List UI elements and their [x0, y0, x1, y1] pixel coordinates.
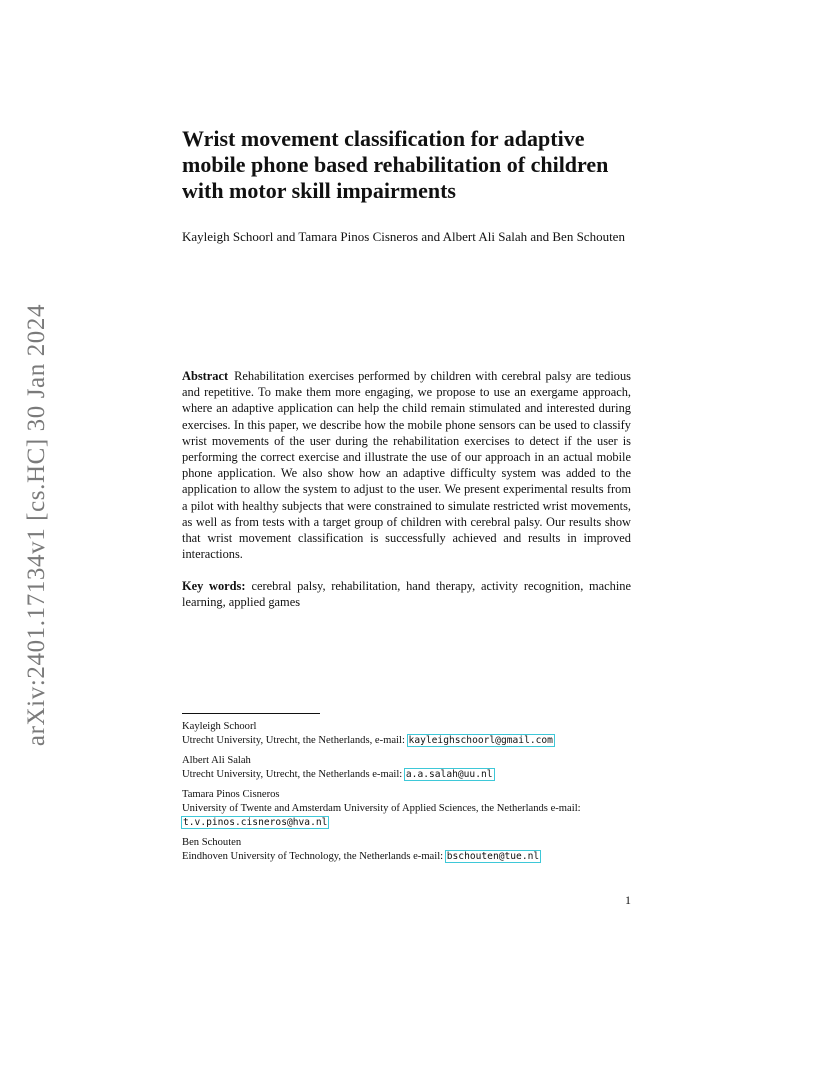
author-footnotes	[182, 720, 631, 870]
title-line-3: with motor skill impairments	[182, 178, 456, 203]
author-list: Kayleigh Schoorl and Tamara Pinos Cisneros and Albert Ali Salah and Ben Schouten	[182, 229, 625, 244]
keywords-label: Key words:	[182, 579, 246, 593]
footnote-affiliation: Eindhoven University of Technology, the Netherlands e-mail:	[182, 851, 444, 862]
title-line-1: Wrist movement classification for adaptive	[182, 126, 585, 151]
footnote-item	[182, 754, 631, 782]
page-number: 1	[625, 893, 631, 907]
keywords	[182, 578, 631, 610]
abstract-text: Rehabilitation exercises performed by children with cerebral palsy are tedious and repetitive. To make them more engaging, we propose to use an exergame approach, where an adaptive application can help the child remain stimulated and interested during exercises. In this paper, we describe how the mobile phone sensors can be used to classify wrist movements of the user during the rehabilitation exercises to detect if the user is performing the correct exercise and illustrate the use of our approach in an actual mobile phone application. We also show how an adaptive difficulty system was added to the application to allow the system to adjust to the user. We present experimental results from a pilot with healthy subjects that were constrained to simulate restricted wrist movements, as well as from tests with a target group of children with cerebral palsy. Our results show that wrist movement classification is successfully achieved and results in improved interactions.	[182, 369, 631, 562]
footnote-divider	[182, 713, 320, 714]
title-line-2: mobile phone based rehabilitation of children	[182, 152, 609, 177]
paper-title	[182, 126, 631, 204]
arxiv-stamp-text: arXiv:2401.17134v1 [cs.HC] 30 Jan 2024	[23, 303, 51, 747]
email-link[interactable]: t.v.pinos.cisneros@hva.nl	[183, 817, 328, 828]
abstract-label: Abstract	[182, 369, 229, 383]
footnote-affiliation: Utrecht University, Utrecht, the Netherlands, e-mail:	[182, 735, 405, 746]
footnote-item	[182, 720, 631, 748]
abstract	[182, 368, 631, 562]
arxiv-stamp	[22, 290, 52, 760]
footnote-author-name: Tamara Pinos Cisneros	[182, 789, 280, 800]
footnote-affiliation: Utrecht University, Utrecht, the Netherlands e-mail:	[182, 769, 403, 780]
footnote-author-name: Kayleigh Schoorl	[182, 721, 257, 732]
footnote-author-name: Albert Ali Salah	[182, 755, 251, 766]
keywords-text: cerebral palsy, rehabilitation, hand therapy, activity recognition, machine learning, applied games	[182, 579, 631, 610]
email-link[interactable]: bschouten@tue.nl	[446, 851, 540, 862]
footnote-author-name: Ben Schouten	[182, 837, 242, 848]
footnote-affiliation: University of Twente and Amsterdam University of Applied Sciences, the Netherlands e-mail:	[182, 803, 581, 814]
email-link[interactable]: a.a.salah@uu.nl	[405, 769, 493, 780]
footnote-item	[182, 788, 631, 830]
footnote-item	[182, 836, 631, 864]
email-link[interactable]: kayleighschoorl@gmail.com	[408, 735, 553, 746]
